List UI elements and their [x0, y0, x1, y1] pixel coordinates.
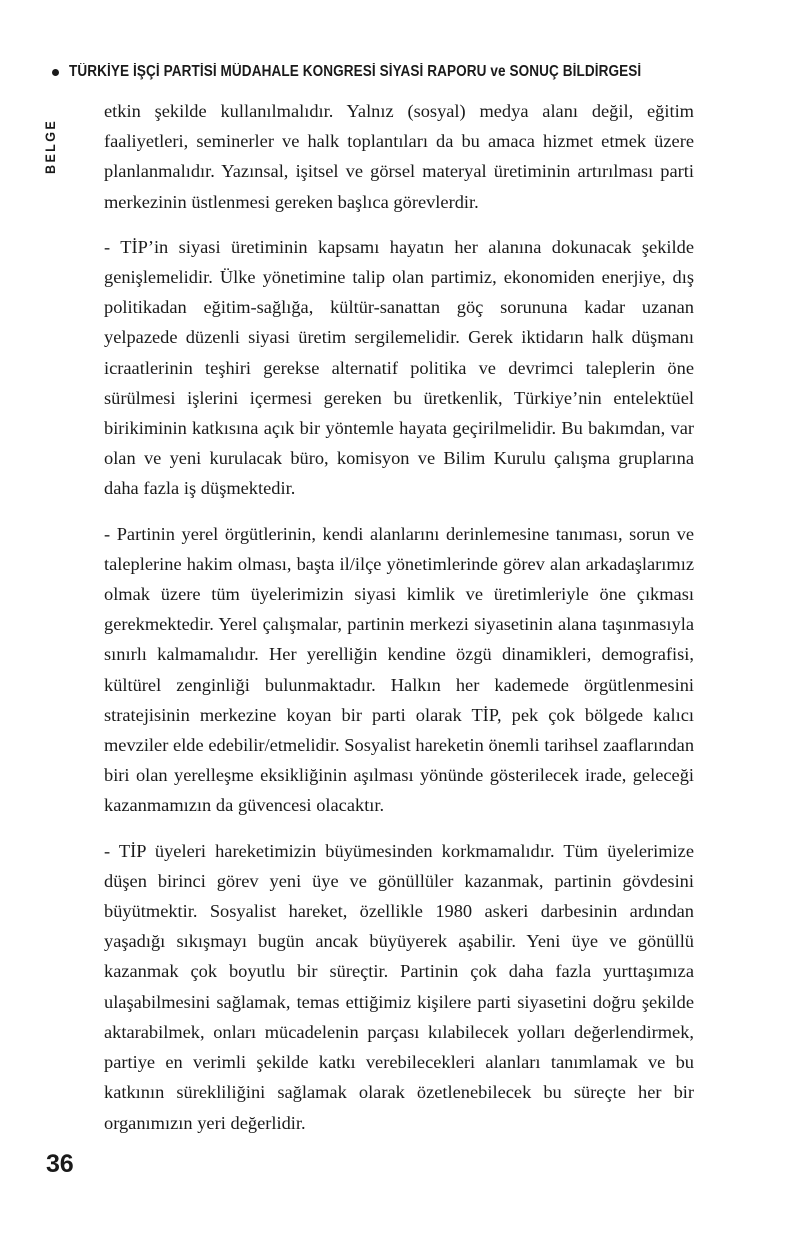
body-paragraph: - TİP üyeleri hareketimizin büyümesinden korkmamalıdır. Tüm üyelerimize düşen birinci görev yeni üye ve gönüllüler kazanmak, partinin gövdesini büyütmektir. Sosyalist hareket, özellikle 1980 askeri darbesinin ardından yaşadığı sıkışmayı bugün ancak büyüyerek aşabilir. Yeni üye ve gönüllü kazanmak çok boyutlu bir süreçtir. Partinin çok daha fazla yurttaşımıza ulaşabilmesini sağlamak, temas ettiğimiz kişilere parti siyasetini doğru şekilde aktarabilmek, onları mücadelenin parçası kılabilecek yolları değerlendirmek, partiye en verimli şekilde katkı verebilecekleri alanları tanımlamak ve bu katkının sürekliliğini sağlamak olarak özetlenebilecek bu süreçte her bir organımızın yeri değerlidir.: [104, 840, 694, 1133]
page-number: 36: [46, 1150, 74, 1178]
section-tab-inner: [38, 88, 62, 174]
running-header-title: TÜRKİYE İŞÇİ PARTİSİ MÜDAHALE KONGRESİ SİYASİ RAPORU ve SONUÇ BİLDİRGESİ: [69, 63, 642, 81]
body-paragraph: - Partinin yerel örgütlerinin, kendi alanlarını derinlemesine tanıması, sorun ve taleplerine hakim olması, başta il/ilçe yönetimlerinde görev alan arkadaşlarımız olmak üzere tüm üyelerimizin siyasi kimlik ve üretimleriyle öne çıkması gerekmektedir. Yerel çalışmalar, partinin merkezi siyasetinin alana taşınmasıyla sınırlı kalmamalıdır. Her yerelliğin kendine özgü dinamikleri, demografisi, kültürel zenginliği bulunmaktadır. Halkın her kademede örgütlenmesini stratejisinin merkezine koyan bir parti olarak TİP, pek çok bölgede kalıcı mevziler elde edebilir/etmelidir. Sosyalist hareketin önemli tarihsel zaaflarından biri olan yerelleşme eksikliğinin aşılması yönünde gösterilecek irade, geleceği kazanmamızın da güvencesi olacaktır.: [104, 523, 695, 816]
section-tab-label: BELGE: [42, 118, 58, 174]
body-text-column: [104, 96, 694, 1138]
body-paragraph: - TİP’in siyasi üretiminin kapsamı hayatın her alanına dokunacak şekilde genişlemelidir. Ülke yönetimine talip olan partimiz, ekonomiden enerjiye, dış politikadan eğitim-sağlığa, kültür-sanattan göç sorununa kadar uzanan yelpazede düzenli siyasi üretim sergilemelidir. Gerek iktidarın halk düşmanı icraatlerinin teşhiri gerekse alternatif politika ve devrimci taleplerin öne sürülmesi işlerini içermesi gereken bu üretkenlik, Türkiye’nin entelektüel birikiminin katkısına açık bir yöntemle hayata geçirilmelidir. Bu bakımdan, var olan ve yeni kurulacak büro, komisyon ve Bilim Kurulu çalışma gruplarına daha fazla iş düşmektedir.: [104, 236, 694, 499]
running-header: [52, 60, 742, 84]
section-tab: [38, 2, 62, 174]
body-paragraph: etkin şekilde kullanılmalıdır. Yalnız (sosyal) medya alanı değil, eğitim faaliyetleri, seminerler ve halk toplantıları da bu amaca hizmet etmek üzere planlanmalıdır. Yazınsal, işitsel ve görsel materyal üretiminin artırılması parti merkezinin üstlenmesi gereken başlıca görevlerdir.: [104, 101, 694, 212]
